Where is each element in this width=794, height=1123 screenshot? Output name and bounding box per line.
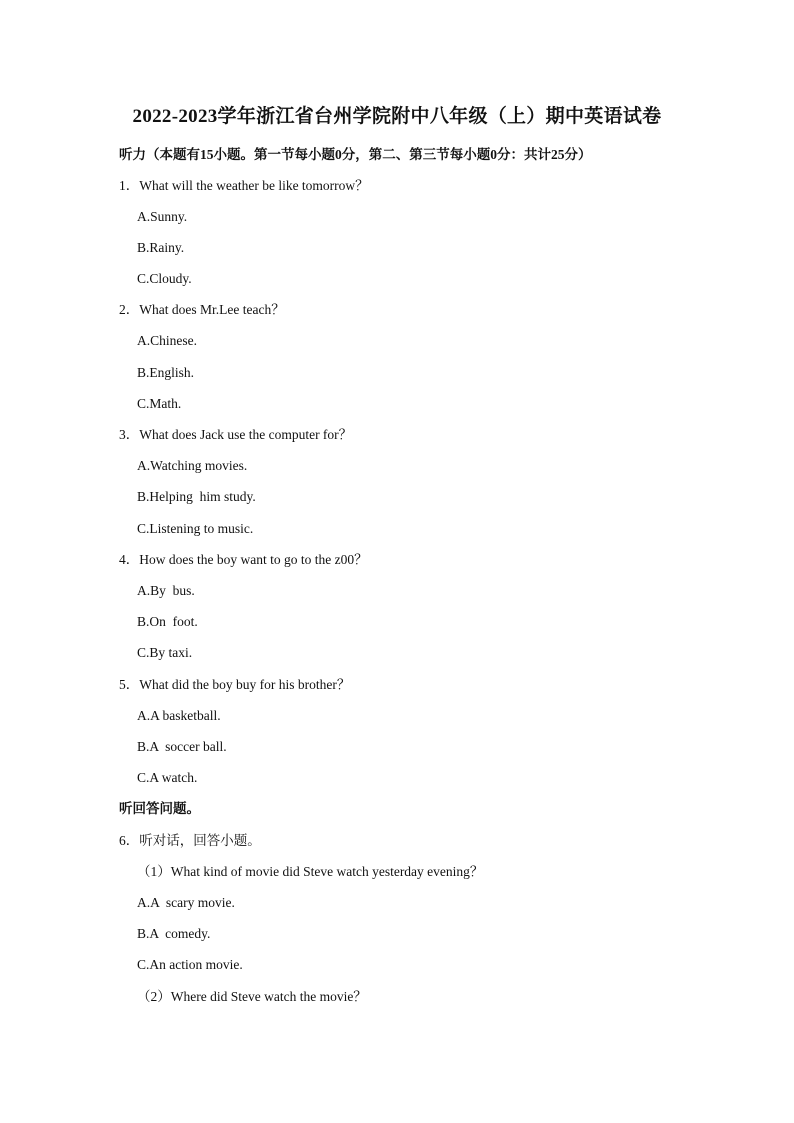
exam-title: 2022-2023学年浙江省台州学院附中八年级（上）期中英语试卷 <box>132 106 662 127</box>
listening-section-heading: 听力（本题有15小题。第一节每小题0分，第二、第三节每小题0分：共计25分） <box>119 147 592 162</box>
question-5-option-c: C.A watch. <box>137 770 198 785</box>
question-2-option-b: B.English. <box>137 365 195 380</box>
question-5-stem: 5．What did the boy buy for his brother？ <box>119 677 351 692</box>
question-5-option-a: A.A basketball. <box>137 708 221 723</box>
question-6-2-stem: （2）Where did Steve watch the movie？ <box>137 989 367 1004</box>
question-6-1-option-b: B.A comedy. <box>137 926 211 941</box>
question-1-stem: 1．What will the weather be like tomorrow？ <box>119 178 369 193</box>
question-5-option-b: B.A soccer ball. <box>137 739 227 754</box>
question-4-stem: 4．How does the boy want to go to the z00？ <box>119 552 368 567</box>
question-1-option-c: C.Cloudy. <box>137 271 192 286</box>
question-3-option-a: A.Watching movies. <box>137 458 248 473</box>
question-1-option-b: B.Rainy. <box>137 240 185 255</box>
answer-questions-heading: 听回答问题。 <box>119 801 200 816</box>
question-6-1-stem: （1）What kind of movie did Steve watch yesterday evening？ <box>137 864 484 879</box>
question-2-stem: 2．What does Mr.Lee teach？ <box>119 302 285 317</box>
question-4-option-a: A.By bus. <box>137 583 195 598</box>
question-4-option-c: C.By taxi. <box>137 645 193 660</box>
question-6-1-option-c: C.An action movie. <box>137 957 243 972</box>
question-3-option-c: C.Listening to music. <box>137 521 254 536</box>
question-6-stem: 6．听对话，回答小题。 <box>119 833 261 848</box>
question-1-option-a: A.Sunny. <box>137 209 188 224</box>
question-3-option-b: B.Helping him study. <box>137 489 256 504</box>
question-3-stem: 3．What does Jack use the computer for？ <box>119 427 353 442</box>
question-4-option-b: B.On foot. <box>137 614 198 629</box>
question-2-option-a: A.Chinese. <box>137 333 197 348</box>
question-2-option-c: C.Math. <box>137 396 182 411</box>
question-6-1-option-a: A.A scary movie. <box>137 895 235 910</box>
